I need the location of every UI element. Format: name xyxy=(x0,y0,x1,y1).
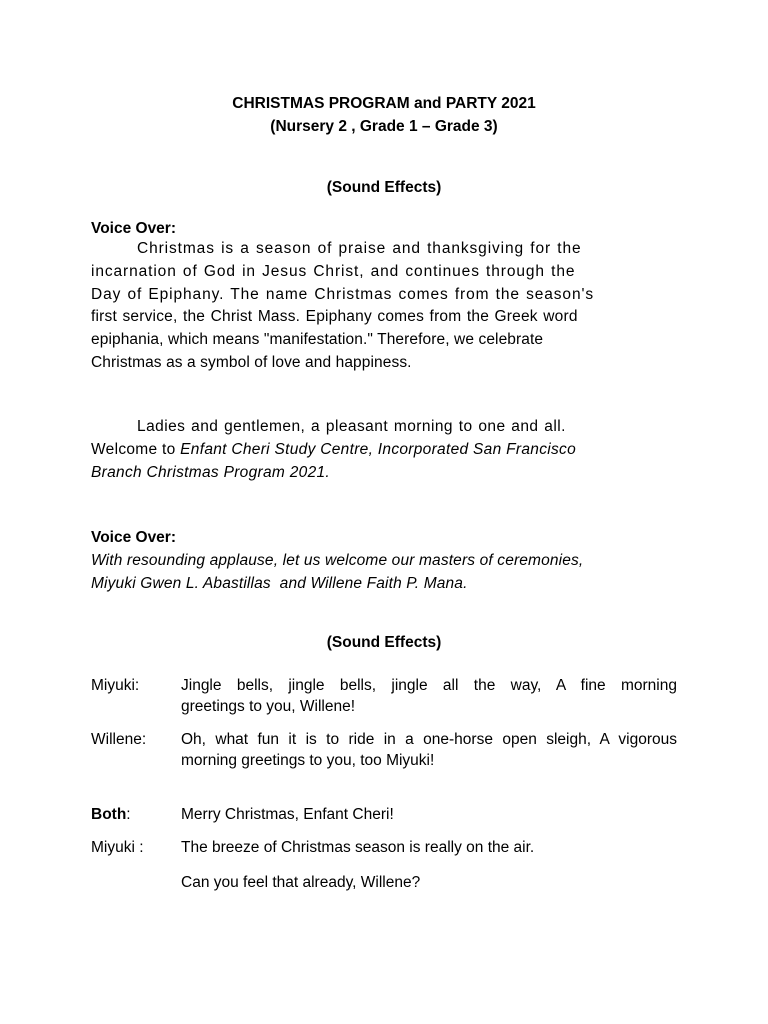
program-subtitle: (Nursery 2 , Grade 1 – Grade 3) xyxy=(270,118,498,135)
speaker-label: Miyuki : xyxy=(91,839,144,856)
welcome-prefix: Welcome to xyxy=(91,440,181,458)
paragraph-line: Christmas is a season of praise and thanksgiving for the xyxy=(137,240,582,257)
welcome-paragraph xyxy=(91,416,681,484)
paragraph-line: first service, the Christ Mass. Epiphany comes from the Greek word xyxy=(91,308,578,326)
dialogue-text-line: Merry Christmas, Enfant Cheri! xyxy=(181,806,394,823)
welcome-line xyxy=(91,462,681,485)
sound-effects-cue: (Sound Effects) xyxy=(326,179,442,196)
dialogue-text-line: greetings to you, Willene! xyxy=(181,698,356,715)
dialogue-text xyxy=(181,804,677,825)
dialogue-text xyxy=(181,729,677,771)
dialogue-text xyxy=(181,872,677,893)
speaker-name: Both xyxy=(91,806,127,823)
dialogue-text-line: The breeze of Christmas season is really on the air. xyxy=(181,839,535,856)
paragraph-line: incarnation of God in Jesus Christ, and continues through the xyxy=(91,262,576,280)
speaker-label xyxy=(91,804,131,825)
program-name: Branch Christmas Program 2021. xyxy=(91,463,331,481)
mc-line: Miyuki Gwen L. Abastillas and Willene Faith P. Mana. xyxy=(91,574,468,592)
dialogue-text-line: morning greetings to you, too Miyuki! xyxy=(181,752,435,769)
mc-introduction xyxy=(91,550,681,596)
welcome-line xyxy=(91,439,681,462)
paragraph-line: epiphania, which means "manifestation." Therefore, we celebrate xyxy=(91,331,544,349)
welcome-line: Ladies and gentlemen, a pleasant morning to one and all. xyxy=(137,418,566,435)
mc-line: With resounding applause, let us welcome our masters of ceremonies, xyxy=(91,552,584,569)
school-name: Enfant Cheri Study Centre, Incorporated San Francisco xyxy=(180,440,577,458)
dialogue-text xyxy=(181,675,677,717)
sound-effects-cue-2: (Sound Effects) xyxy=(326,634,442,651)
voice-over-heading: Voice Over: xyxy=(91,220,177,237)
program-title: CHRISTMAS PROGRAM and PARTY 2021 xyxy=(232,95,536,112)
dialogue-text xyxy=(181,837,677,858)
dialogue-text-line: Can you feel that already, Willene? xyxy=(181,874,421,891)
dialogue-text-line: Jingle bells, jingle bells, jingle all the way, A fine morning xyxy=(181,677,677,694)
paragraph-line: Day of Epiphany. The name Christmas comes from the season's xyxy=(91,285,594,303)
voice-over-heading-2: Voice Over: xyxy=(91,529,177,546)
dialogue-text-line: Oh, what fun it is to ride in a one-horse open sleigh, A vigorous xyxy=(181,731,677,748)
speaker-colon: : xyxy=(126,806,131,823)
speaker-label: Miyuki: xyxy=(91,677,140,694)
speaker-label: Willene: xyxy=(91,731,147,748)
paragraph-line: Christmas as a symbol of love and happiness. xyxy=(91,353,412,371)
christmas-intro-paragraph xyxy=(91,238,681,375)
